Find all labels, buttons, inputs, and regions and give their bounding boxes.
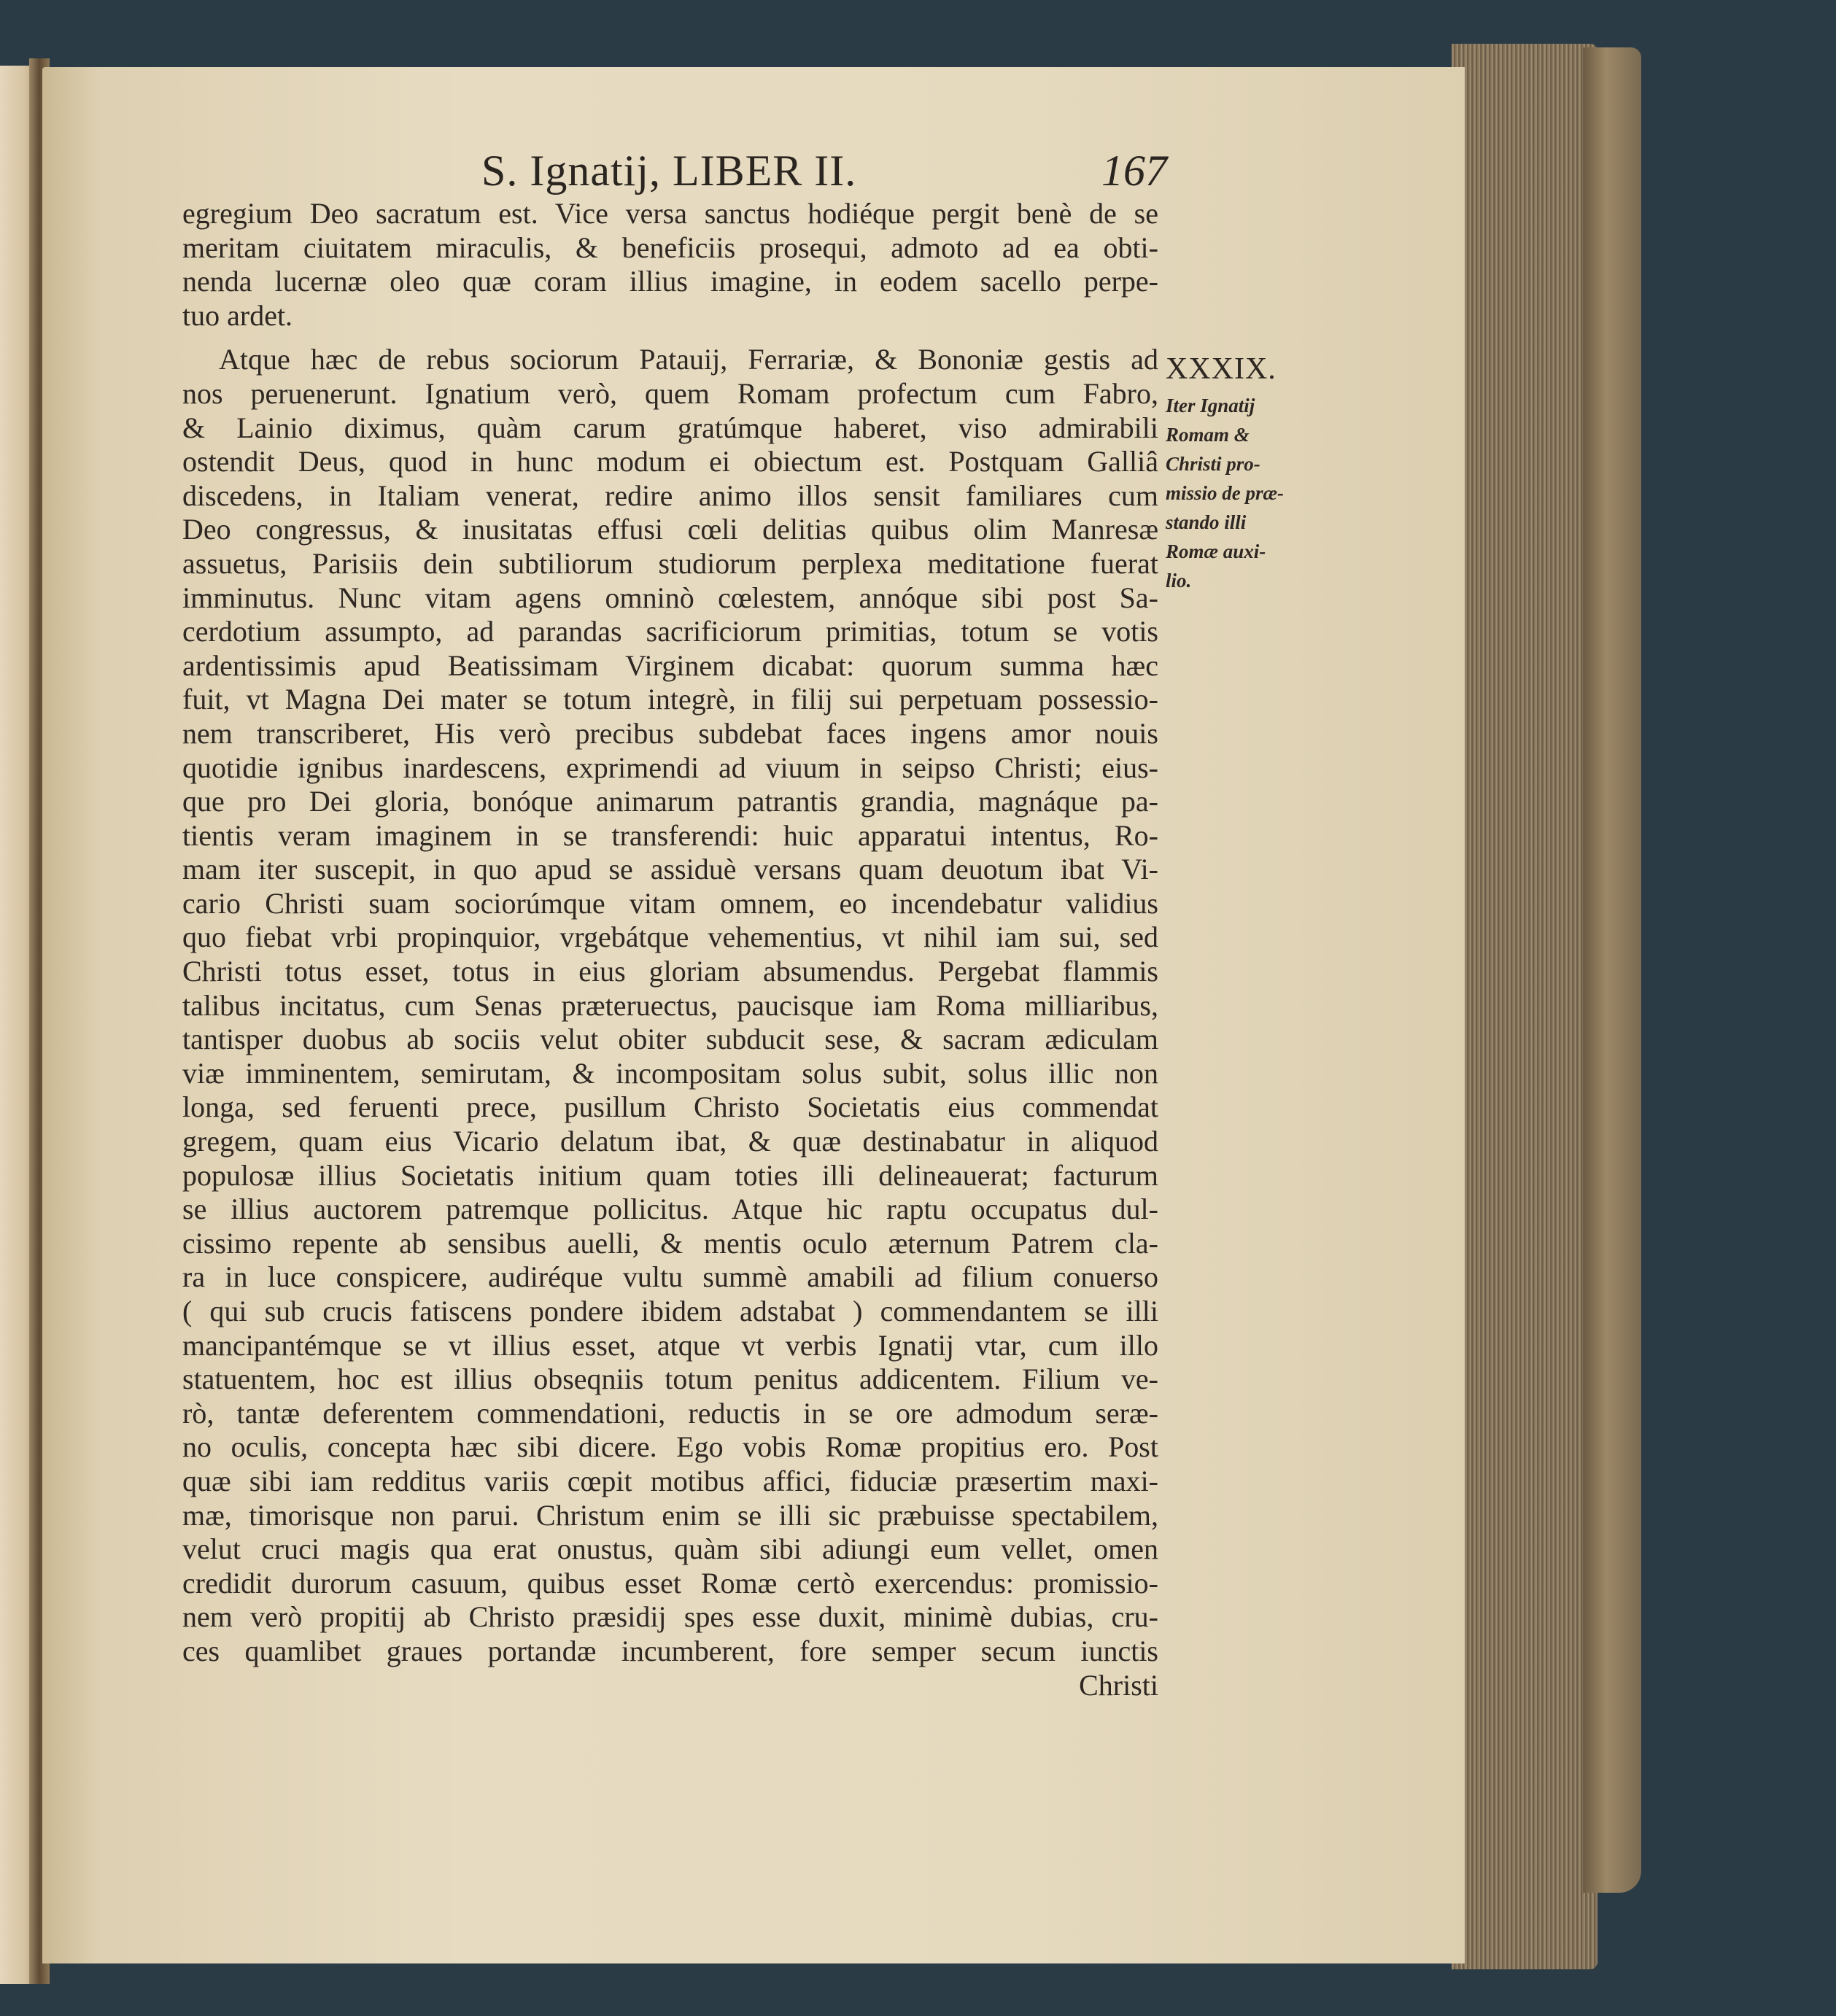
text-line: tantisper duobus ab sociis velut obiter subducit sese, & sacram ædiculam — [182, 1023, 1158, 1056]
text-line: cario Christi suam sociorúmque vitam omnem, eo incendebatur validius — [182, 886, 1158, 920]
marginal-line: stando illi — [1166, 511, 1247, 533]
text-line: Atque hæc de rebus sociorum Patauij, Ferrariæ, & Bononiæ gestis ad — [219, 343, 1158, 376]
catchword: Christi — [1079, 1668, 1158, 1702]
text-line: fuit, vt Magna Dei mater se totum integrè, in filij sui perpetuam possessio- — [182, 683, 1158, 716]
text-line: tientis veram imaginem in se transferendi: huic apparatui intentus, Ro- — [182, 818, 1158, 852]
marginal-line: Romæ auxi- — [1166, 540, 1266, 562]
section-number: XXXIX. — [1166, 352, 1277, 386]
page-edges — [1452, 44, 1597, 1969]
marginal-line: missio de præ- — [1166, 482, 1284, 504]
text-line: talibus incitatus, cum Senas præteruectus, paucisque iam Roma milliaribus, — [182, 988, 1158, 1022]
text-line: mancipantémque se vt illius esset, atque vt verbis Ignatij vtar, cum illo — [182, 1328, 1158, 1362]
text-line: velut cruci magis qua erat onustus, quàm sibi adiungi eum vellet, omen — [182, 1532, 1158, 1566]
text-line: cissimo repente ab sensibus auelli, & mentis oculo æternum Patrem cla- — [182, 1226, 1158, 1260]
text-line: statuentem, hoc est illius obseqniis totum penitus addicentem. Filium ve- — [182, 1362, 1158, 1396]
text-line: rò, tantæ deferentem commendationi, reductis in se ore admodum seræ- — [182, 1396, 1158, 1430]
running-title: S. Ignatij, LIBER II. — [481, 147, 857, 195]
text-line: longa, sed feruenti prece, pusillum Christo Societatis eius commendat — [182, 1090, 1158, 1124]
text-line: imminutus. Nunc vitam agens omninò cœlestem, annóque sibi post Sa- — [182, 581, 1158, 614]
text-line: ra in luce conspicere, audiréque vultu summè amabili ad filium conuerso — [182, 1260, 1158, 1294]
text-line: que pro Dei gloria, bonóque animarum patrantis grandia, magnáque pa- — [182, 785, 1158, 818]
text-line: credidit durorum casuum, quibus esset Romæ certò exercendus: promissio- — [182, 1566, 1158, 1600]
marginal-line: Romam & — [1166, 424, 1250, 446]
text-line: gregem, quam eius Vicario delatum ibat, & quæ destinabatur in aliquod — [182, 1125, 1158, 1158]
text-line: nos peruenerunt. Ignatium verò, quem Romam profectum cum Fabro, — [182, 376, 1158, 410]
text-line: meritam ciuitatem miraculis, & beneficiis prosequi, admoto ad ea obti- — [182, 230, 1158, 264]
text-line: viæ imminentem, semirutam, & incompositam solus subit, solus illic non — [182, 1056, 1158, 1090]
text-line: quotidie ignibus inardescens, exprimendi ad viuum in seipso Christi; eius- — [182, 751, 1158, 784]
text-line: cerdotium assumpto, ad parandas sacrificiorum primitias, totum se votis — [182, 615, 1158, 648]
text-line: & Lainio diximus, quàm carum gratúmque haberet, viso admirabili — [182, 411, 1158, 444]
text-line: assuetus, Parisiis dein subtiliorum studiorum perplexa meditatione fuerat — [182, 546, 1158, 580]
marginal-line: Iter Ignatij — [1166, 395, 1255, 416]
text-line: mam iter suscepit, in quo apud se assiduè versans quam deuotum ibat Vi- — [182, 853, 1158, 886]
text-line: ardentissimis apud Beatissimam Virginem dicabat: quorum summa hæc — [182, 648, 1158, 682]
marginal-note — [1166, 352, 1326, 595]
marginal-line: lio. — [1166, 570, 1192, 592]
text-line: quæ sibi iam redditus variis cœpit motibus affici, fiduciæ præsertim maxi- — [182, 1464, 1158, 1497]
main-text — [182, 197, 1158, 1702]
text-line: nenda lucernæ oleo quæ coram illius imagine, in eodem sacello perpe- — [182, 265, 1158, 298]
text-line: ostendit Deus, quod in hunc modum ei obiectum est. Postquam Galliâ — [182, 445, 1158, 478]
text-line: nem verò propitij ab Christo præsidij spes esse duxit, minimè dubias, cru- — [182, 1600, 1158, 1634]
text-line: quo fiebat vrbi propinquior, vrgebátque vehementius, vt nihil iam sui, sed — [182, 920, 1158, 954]
text-line: se illius auctorem patremque pollicitus. Atque hic raptu occupatus dul- — [182, 1193, 1158, 1226]
text-line: discedens, in Italiam venerat, redire animo illos sensit familiares cum — [182, 478, 1158, 512]
marginal-line: Christi pro- — [1166, 453, 1260, 475]
text-line: no oculis, concepta hæc sibi dicere. Ego vobis Romæ propitius ero. Post — [182, 1430, 1158, 1464]
book-cover-board — [1583, 47, 1641, 1893]
text-line: nem transcriberet, His verò precibus subdebat faces ingens amor nouis — [182, 716, 1158, 750]
text-line: populosæ illius Societatis initium quam toties illi delineauerat; facturum — [182, 1158, 1158, 1192]
text-line: Christi totus esset, totus in eius gloriam absumendus. Pergebat flammis — [182, 955, 1158, 988]
text-line: ( qui sub crucis fatiscens pondere ibidem adstabat ) commendantem se illi — [182, 1295, 1158, 1327]
text-line: ces quamlibet graues portandæ incumberent, fore semper secum iunctis — [182, 1634, 1158, 1667]
text-line: tuo ardet. — [182, 298, 293, 332]
text-line: Deo congressus, & inusitatas effusi cœli delitias quibus olim Manresæ — [182, 513, 1158, 546]
text-line: mæ, timorisque non parui. Christum enim se illi sic præbuisse spectabilem, — [182, 1498, 1158, 1532]
page-number: 167 — [1101, 147, 1167, 195]
text-line: egregium Deo sacratum est. Vice versa sanctus hodiéque pergit benè de se — [182, 197, 1158, 230]
